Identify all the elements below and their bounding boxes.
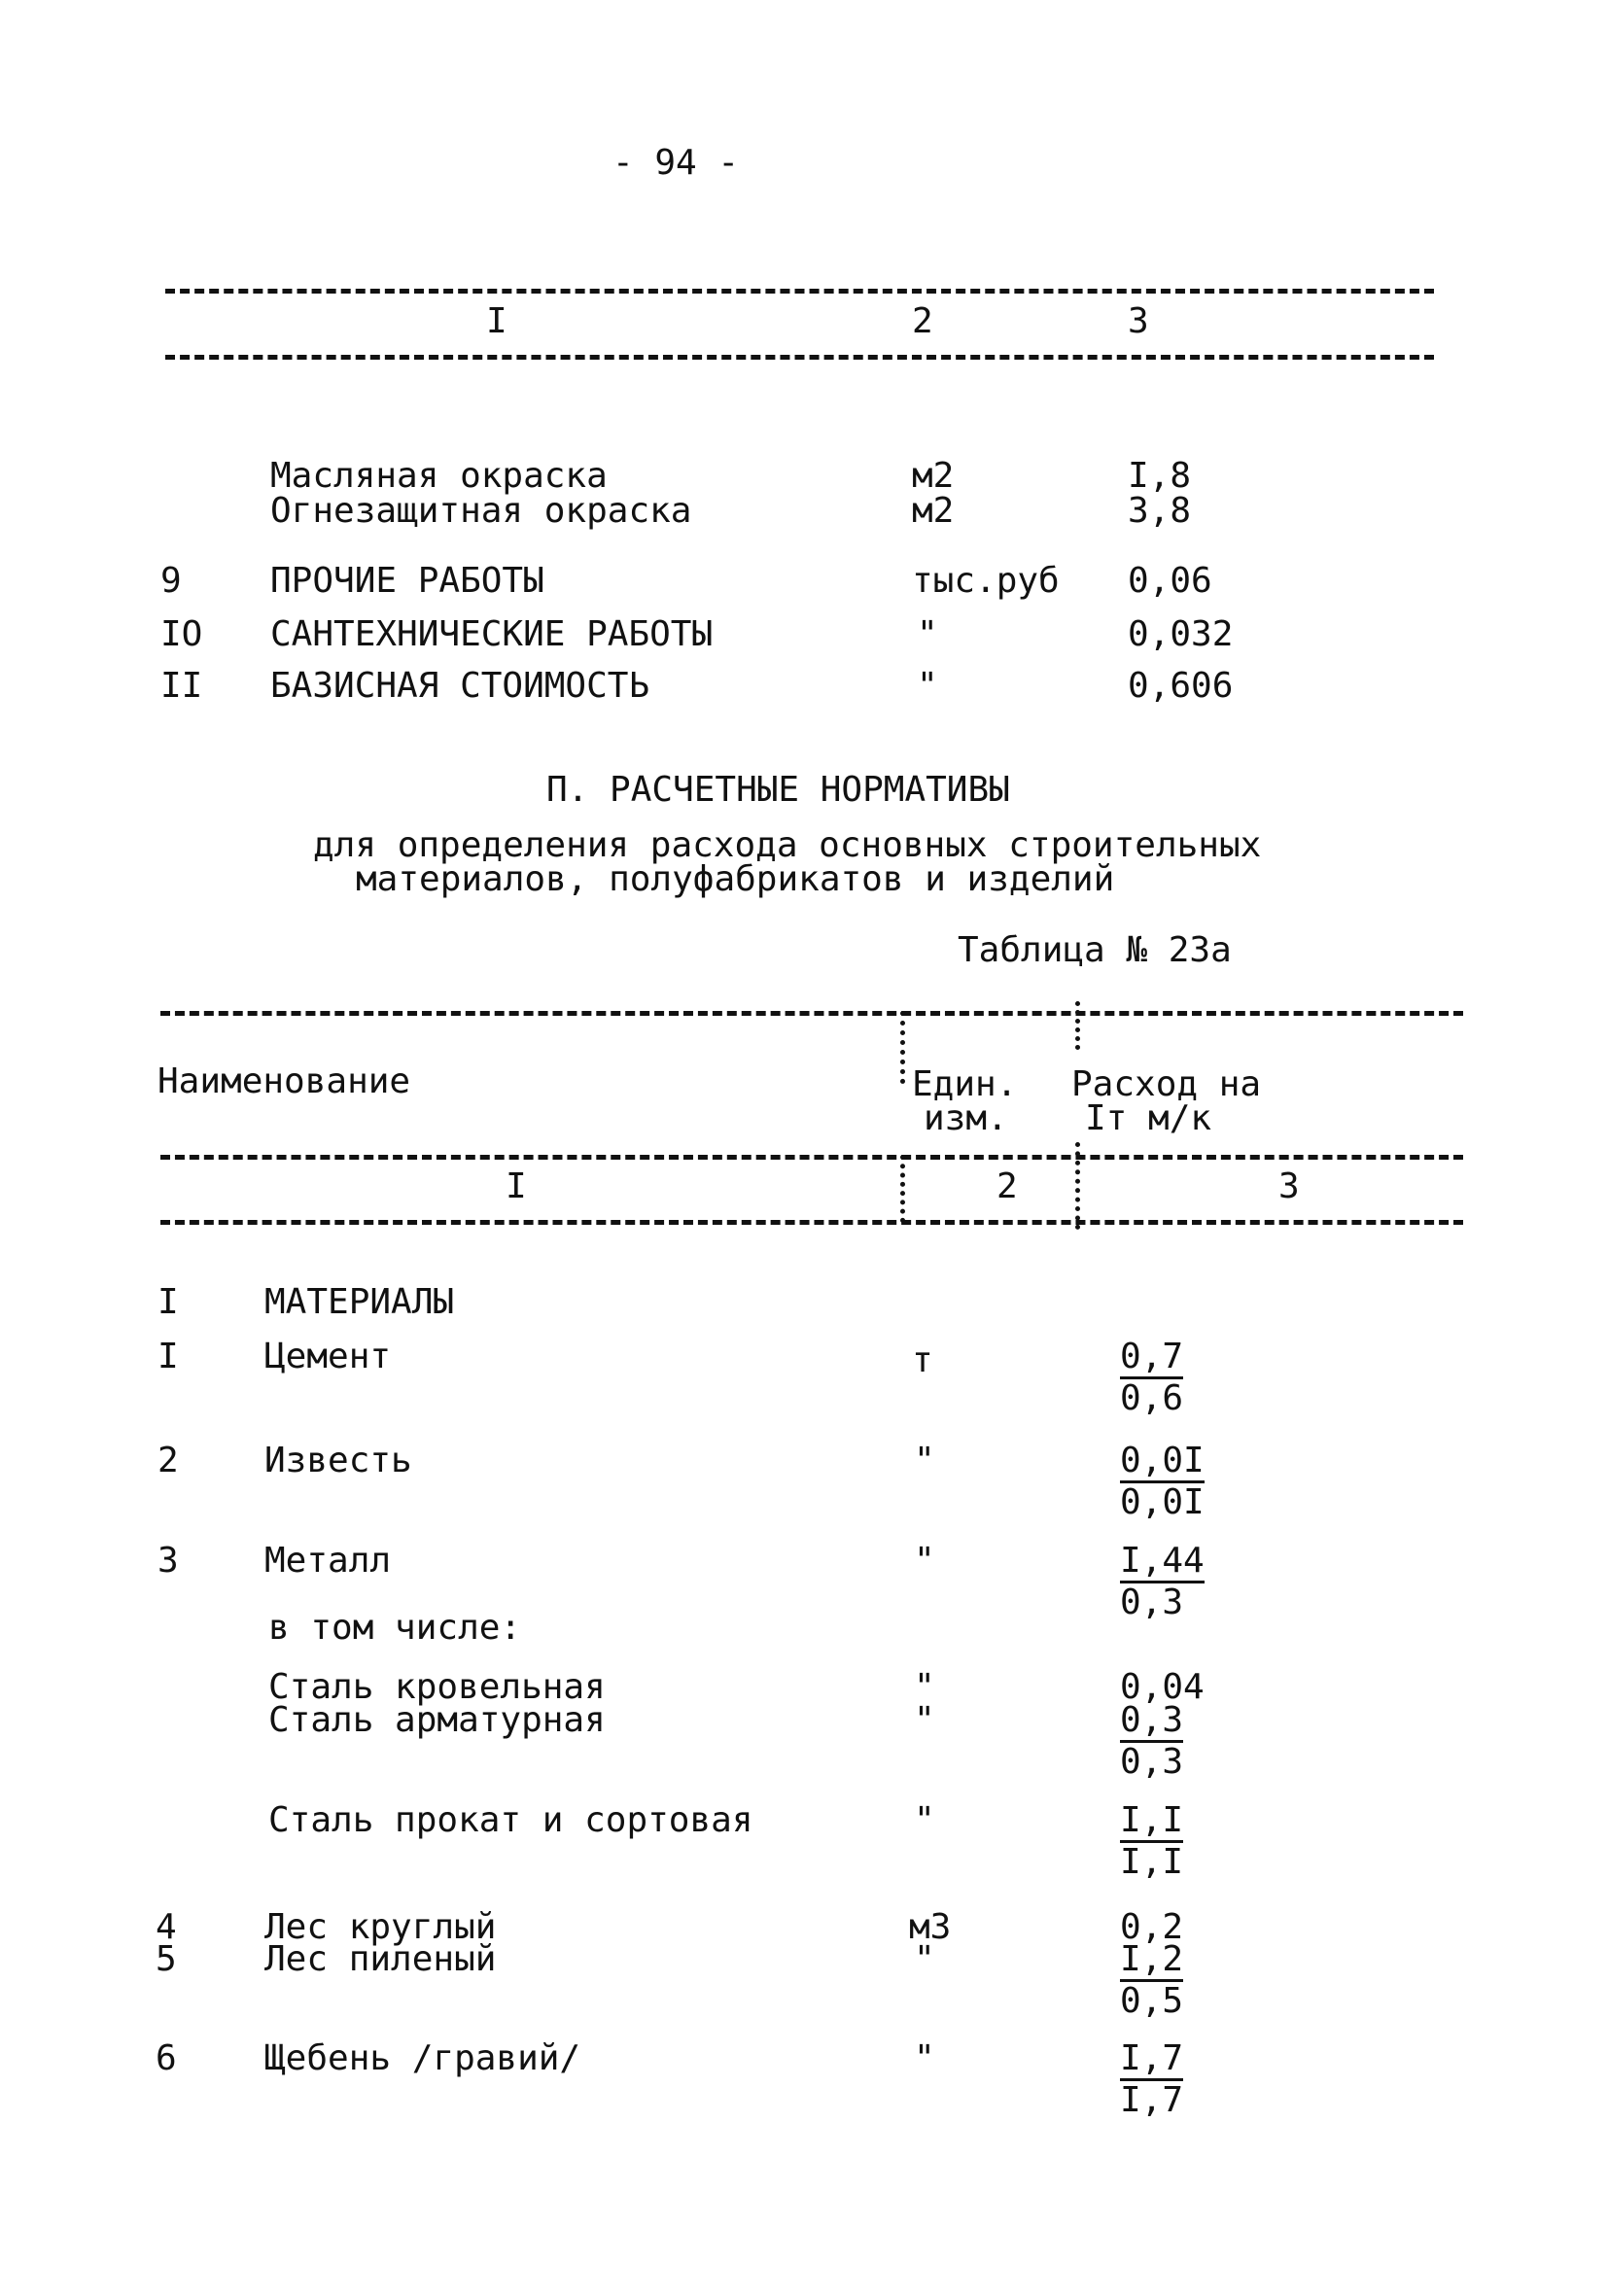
row-unit: " [917, 666, 938, 706]
header-divider-1 [900, 1011, 905, 1084]
top-col-header-1: I [486, 301, 507, 341]
row-value: $\frac{0,7}{0,6}$ [1120, 1337, 1184, 1418]
header-unit-line1: Един. [912, 1064, 1018, 1104]
main-table-rule-middle [160, 1155, 1463, 1160]
row-value: $\frac{I,44}{0,3}$ [1120, 1541, 1205, 1622]
row-value: I,8 [1128, 456, 1192, 496]
row-num: 9 [160, 561, 182, 601]
header-unit-line2: изм. [924, 1098, 1008, 1138]
row-value: 0,2 [1120, 1907, 1184, 1947]
row-unit: м3 [909, 1907, 952, 1947]
row-num: I [157, 1337, 179, 1376]
row-unit: " [914, 2038, 935, 2078]
row-name: Лес круглый [264, 1907, 497, 1947]
row-unit: м2 [912, 491, 955, 531]
col-number-1: I [506, 1166, 527, 1206]
row-name: Сталь прокат и сортовая [268, 1800, 753, 1840]
row-num: 3 [157, 1541, 179, 1581]
row-name: Огнезащитная окраска [270, 491, 692, 531]
row-value: 0,04 [1120, 1667, 1205, 1707]
top-col-header-2: 2 [912, 301, 933, 341]
row-unit: т [912, 1340, 933, 1380]
header-name: Наименование [157, 1061, 411, 1101]
top-col-header-3: 3 [1128, 301, 1149, 341]
row-unit: " [914, 1441, 935, 1480]
row-name: ПРОЧИЕ РАБОТЫ [270, 561, 544, 601]
row-name: Металл [264, 1541, 392, 1581]
row-name: в том числе: [268, 1608, 522, 1648]
col-number-2: 2 [996, 1166, 1018, 1206]
row-value: $\frac{I,I}{I,I}$ [1120, 1800, 1184, 1882]
row-unit: " [914, 1939, 935, 1979]
row-name: БАЗИСНАЯ СТОИМОСТЬ [270, 666, 650, 706]
row-name: Лес пиленый [264, 1939, 497, 1979]
section-title: П. РАСЧЕТНЫЕ НОРМАТИВЫ [546, 770, 1010, 810]
row-name: Сталь арматурная [268, 1700, 606, 1740]
page-number: - 94 - [612, 143, 740, 183]
header-rate-line2: Iт м/к [1085, 1098, 1212, 1138]
row-num: 4 [156, 1907, 177, 1947]
row-value: 0,606 [1128, 666, 1234, 706]
row-num: 6 [156, 2038, 177, 2078]
main-table-rule-bottom [160, 1220, 1463, 1225]
row-value: 3,8 [1128, 491, 1192, 531]
row-name: Цемент [264, 1337, 392, 1376]
row-value: $\frac{I,2}{0,5}$ [1120, 1939, 1184, 2021]
table-label: Таблица № 23а [958, 930, 1232, 970]
row-value: $\frac{0,0I}{0,0I}$ [1120, 1441, 1205, 1522]
group-label: МАТЕРИАЛЫ [264, 1282, 455, 1322]
main-table-rule-top [160, 1011, 1463, 1016]
row-value: 0,06 [1128, 561, 1212, 601]
col-number-3: 3 [1278, 1166, 1300, 1206]
row-num: 2 [157, 1441, 179, 1480]
row-name: Известь [264, 1441, 412, 1480]
top-table-rule-top [165, 289, 1434, 294]
row-unit: тыс.руб [912, 561, 1060, 601]
header-rate-line1: Расход на [1071, 1064, 1262, 1104]
colnum-divider-2 [1075, 1142, 1080, 1230]
row-unit: " [914, 1541, 935, 1581]
header-divider-2 [1075, 1001, 1080, 1050]
group-num: I [157, 1282, 179, 1322]
row-value: $\frac{I,7}{I,7}$ [1120, 2038, 1184, 2120]
row-unit: " [914, 1700, 935, 1740]
row-value: 0,032 [1128, 614, 1234, 654]
row-num: 5 [156, 1939, 177, 1979]
row-unit: " [914, 1667, 935, 1707]
row-name: Масляная окраска [270, 456, 608, 496]
row-unit: " [917, 614, 938, 654]
top-table-rule-bottom [165, 355, 1434, 360]
row-num: II [160, 666, 203, 706]
section-subtitle-line1: для определения расхода основных строительных [313, 825, 1262, 865]
colnum-divider-1 [900, 1155, 905, 1223]
section-subtitle-line2: материалов, полуфабрикатов и изделий [356, 859, 1115, 899]
row-value: $\frac{0,3}{0,3}$ [1120, 1700, 1184, 1782]
row-num: IO [160, 614, 203, 654]
row-name: Щебень /гравий/ [264, 2038, 581, 2078]
row-unit: м2 [912, 456, 955, 496]
row-name: САНТЕХНИЧЕСКИЕ РАБОТЫ [270, 614, 714, 654]
row-unit: " [914, 1800, 935, 1840]
row-name: Сталь кровельная [268, 1667, 606, 1707]
